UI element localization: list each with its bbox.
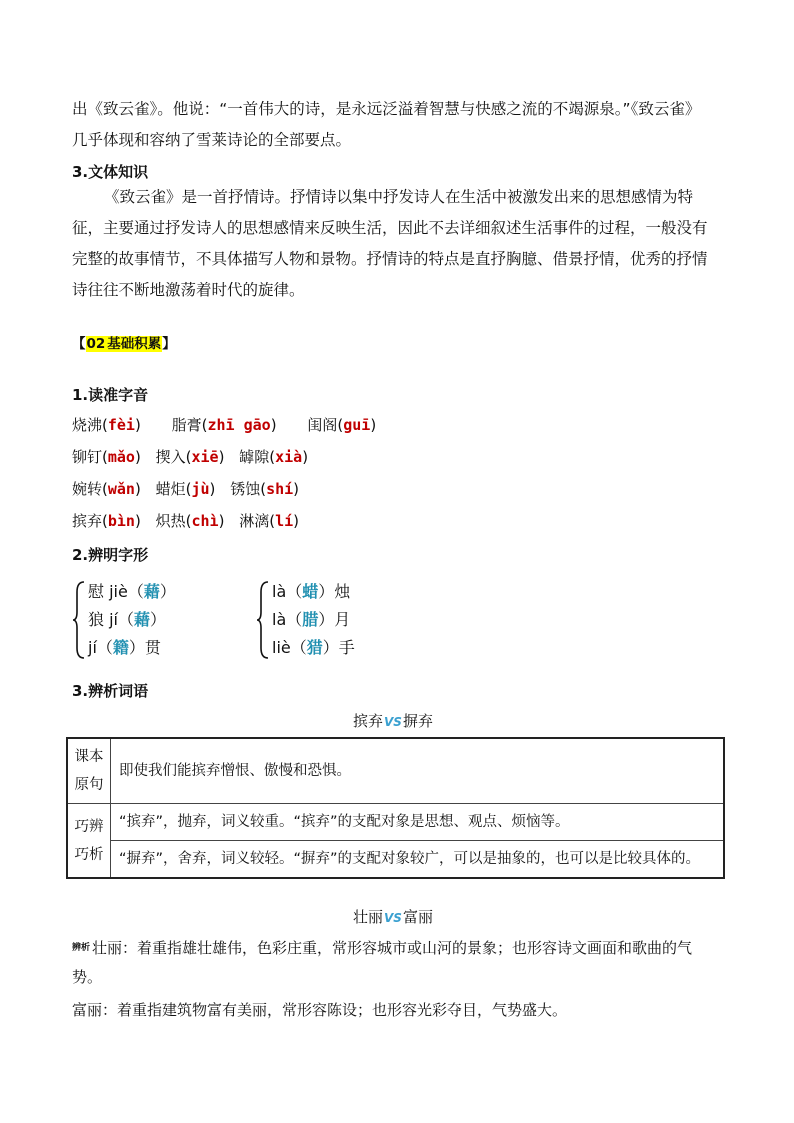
word-pair-title (353, 710, 433, 731)
pinyin: zhī gāo (207, 416, 271, 434)
word: 脂膏 (171, 416, 202, 434)
pronunciation-row (72, 446, 318, 467)
tag-bracket-close: 】 (162, 336, 176, 352)
glyph-line (272, 636, 355, 660)
glyph-suffix: ）手 (322, 638, 355, 657)
pronunciation-item: 锈蚀(shí) (230, 480, 300, 498)
glyph-suffix: ） (150, 610, 167, 629)
word-left: 壮丽 (353, 908, 384, 926)
glyph-answer: 蜡 (302, 582, 319, 601)
word: 锈蚀 (230, 480, 261, 498)
pinyin: chì (191, 512, 219, 530)
word: 摈弃 (72, 512, 103, 530)
glyph-line (272, 580, 350, 604)
label-line: 巧析 (74, 846, 104, 863)
glyph-suffix: ） (159, 582, 176, 601)
pinyin: jù (191, 480, 210, 498)
word: 炽热 (155, 512, 186, 530)
genre-heading: 3.文体知识 (72, 163, 149, 181)
left-brace-icon (72, 580, 86, 660)
pinyin: wǎn (107, 480, 135, 498)
word-left: 摈弃 (353, 712, 384, 730)
vs-icon: VS (384, 715, 402, 729)
glyph-suffix: ）贯 (128, 638, 161, 657)
pronunciation-item: 炽热(chì) (155, 512, 225, 530)
pronunciation-item: 闺阁(guī) (307, 416, 377, 434)
glyph-suffix: ）月 (318, 610, 351, 629)
pronunciation-item: 蜡炬(jù) (155, 480, 216, 498)
pronunciation-item: 罅隙(xià) (239, 448, 309, 466)
glyph-answer: 藉 (143, 582, 160, 601)
pinyin: xià (275, 448, 303, 466)
pinyin: shí (266, 480, 294, 498)
glyph-line (88, 580, 176, 604)
glyph-prefix: là（ (272, 582, 303, 601)
pinyin: mǎo (107, 448, 135, 466)
glyph-suffix: ）烛 (318, 582, 351, 601)
word-right: 摒弃 (402, 712, 433, 730)
pronunciation-item: 摈弃(bìn) (72, 512, 141, 530)
pronunciation-row (72, 510, 309, 531)
pronunciation-row (72, 478, 309, 499)
intro-paragraph (72, 94, 722, 156)
analysis-badge: 辨析 (72, 943, 91, 953)
word-pair-title (353, 906, 433, 927)
tag-number: 02 (86, 336, 106, 352)
glyph-prefix: jí（ (88, 638, 113, 657)
analysis-binqi: “摈弃”，抛弃，词义较重。“摈弃”的支配对象是思想、观点、烦恼等。 (111, 804, 725, 841)
tag-label: 基础积累 (107, 336, 162, 352)
pinyin: xiē (191, 448, 219, 466)
intro-line-2: 几乎体现和容纳了雪莱诗论的全部要点。 (72, 131, 352, 149)
word-right: 富丽 (402, 908, 433, 926)
label-original (67, 738, 111, 804)
genre-body: 《致云雀》是一首抒情诗。抒情诗以集中抒发诗人在生活中被激发出来的思想感情为特征，主要通过抒发诗人的思想感情来反映生活，因此不去详细叙述生活事件的过程，一般没有完整的故事情节，不具体描写人物和景物。抒情诗的特点是直抒胸臆、借景抒情，优秀的抒情诗往往不断地激荡着时代的旋律。 (72, 188, 708, 299)
pronunciation-item: 脂膏(zhī gāo) (171, 416, 277, 434)
analysis-bingqi: “摒弃”，舍弃，词义较轻。“摒弃”的支配对象较广，可以是抽象的，也可以是比较具体的。 (111, 841, 725, 879)
pronunciation-item: 婉转(wǎn) (72, 480, 141, 498)
word: 铆钉 (72, 448, 103, 466)
glyph-prefix: 狼 jí（ (88, 610, 134, 629)
table-row (67, 841, 724, 879)
pinyin: guī (343, 416, 371, 434)
section-tag (72, 334, 176, 354)
pinyin: lí (275, 512, 294, 530)
pronunciation-item: 揳入(xiē) (155, 448, 225, 466)
glyph-prefix: 慰 jiè（ (88, 582, 144, 601)
word: 淋漓 (239, 512, 270, 530)
word: 婉转 (72, 480, 103, 498)
glyph-prefix: liè（ (272, 638, 307, 657)
table-row (67, 738, 724, 804)
comparison-table (66, 737, 725, 879)
word: 揳入 (155, 448, 186, 466)
word: 闺阁 (307, 416, 338, 434)
word: 蜡炬 (155, 480, 186, 498)
vs-icon: VS (384, 911, 402, 925)
glyph-line (272, 608, 350, 632)
glyph-answer: 籍 (112, 638, 129, 657)
glyph-line (88, 636, 161, 660)
word: 罅隙 (239, 448, 270, 466)
label-analysis (67, 804, 111, 879)
tag-bracket-open: 【 (72, 336, 86, 352)
glyph-answer: 猎 (306, 638, 323, 657)
word: 烧沸 (72, 416, 103, 434)
label-line: 课本 (74, 749, 104, 765)
pronunciation-item: 淋漓(lí) (239, 512, 300, 530)
pronunciation-item: 烧沸(fèi) (72, 416, 141, 434)
intro-line-1: 出《致云雀》。他说：“一首伟大的诗，是永远泛溢着智慧与快感之流的不竭源泉。”《致云雀》 (72, 100, 701, 118)
fuli-analysis: 富丽：着重指建筑物富有美丽，常形容陈设；也形容光彩夺目，气势盛大。 (72, 1001, 568, 1019)
pronunciation-row (72, 414, 386, 435)
zhuangli-text: 壮丽：着重指雄壮雄伟，色彩庄重，常形容城市或山河的景象；也形容诗文画面和歌曲的气势。 (72, 939, 693, 986)
glyph-line (88, 608, 166, 632)
words-heading: 3.辨析词语 (72, 682, 149, 700)
label-line: 原句 (74, 777, 104, 793)
zhuangli-analysis (72, 934, 722, 992)
pronunciation-heading: 1.读准字音 (72, 386, 149, 404)
left-brace-icon (256, 580, 270, 660)
glyph-answer: 腊 (302, 610, 319, 629)
pronunciation-item: 铆钉(mǎo) (72, 448, 141, 466)
glyphs-heading: 2.辨明字形 (72, 546, 149, 564)
original-sentence: 即使我们能摈弃憎恨、傲慢和恐惧。 (111, 738, 725, 804)
glyph-answer: 藉 (133, 610, 150, 629)
label-line: 巧辨 (74, 818, 104, 835)
pinyin: bìn (107, 512, 135, 530)
pinyin: fèi (107, 416, 135, 434)
glyph-prefix: là（ (272, 610, 303, 629)
table-row (67, 804, 724, 841)
